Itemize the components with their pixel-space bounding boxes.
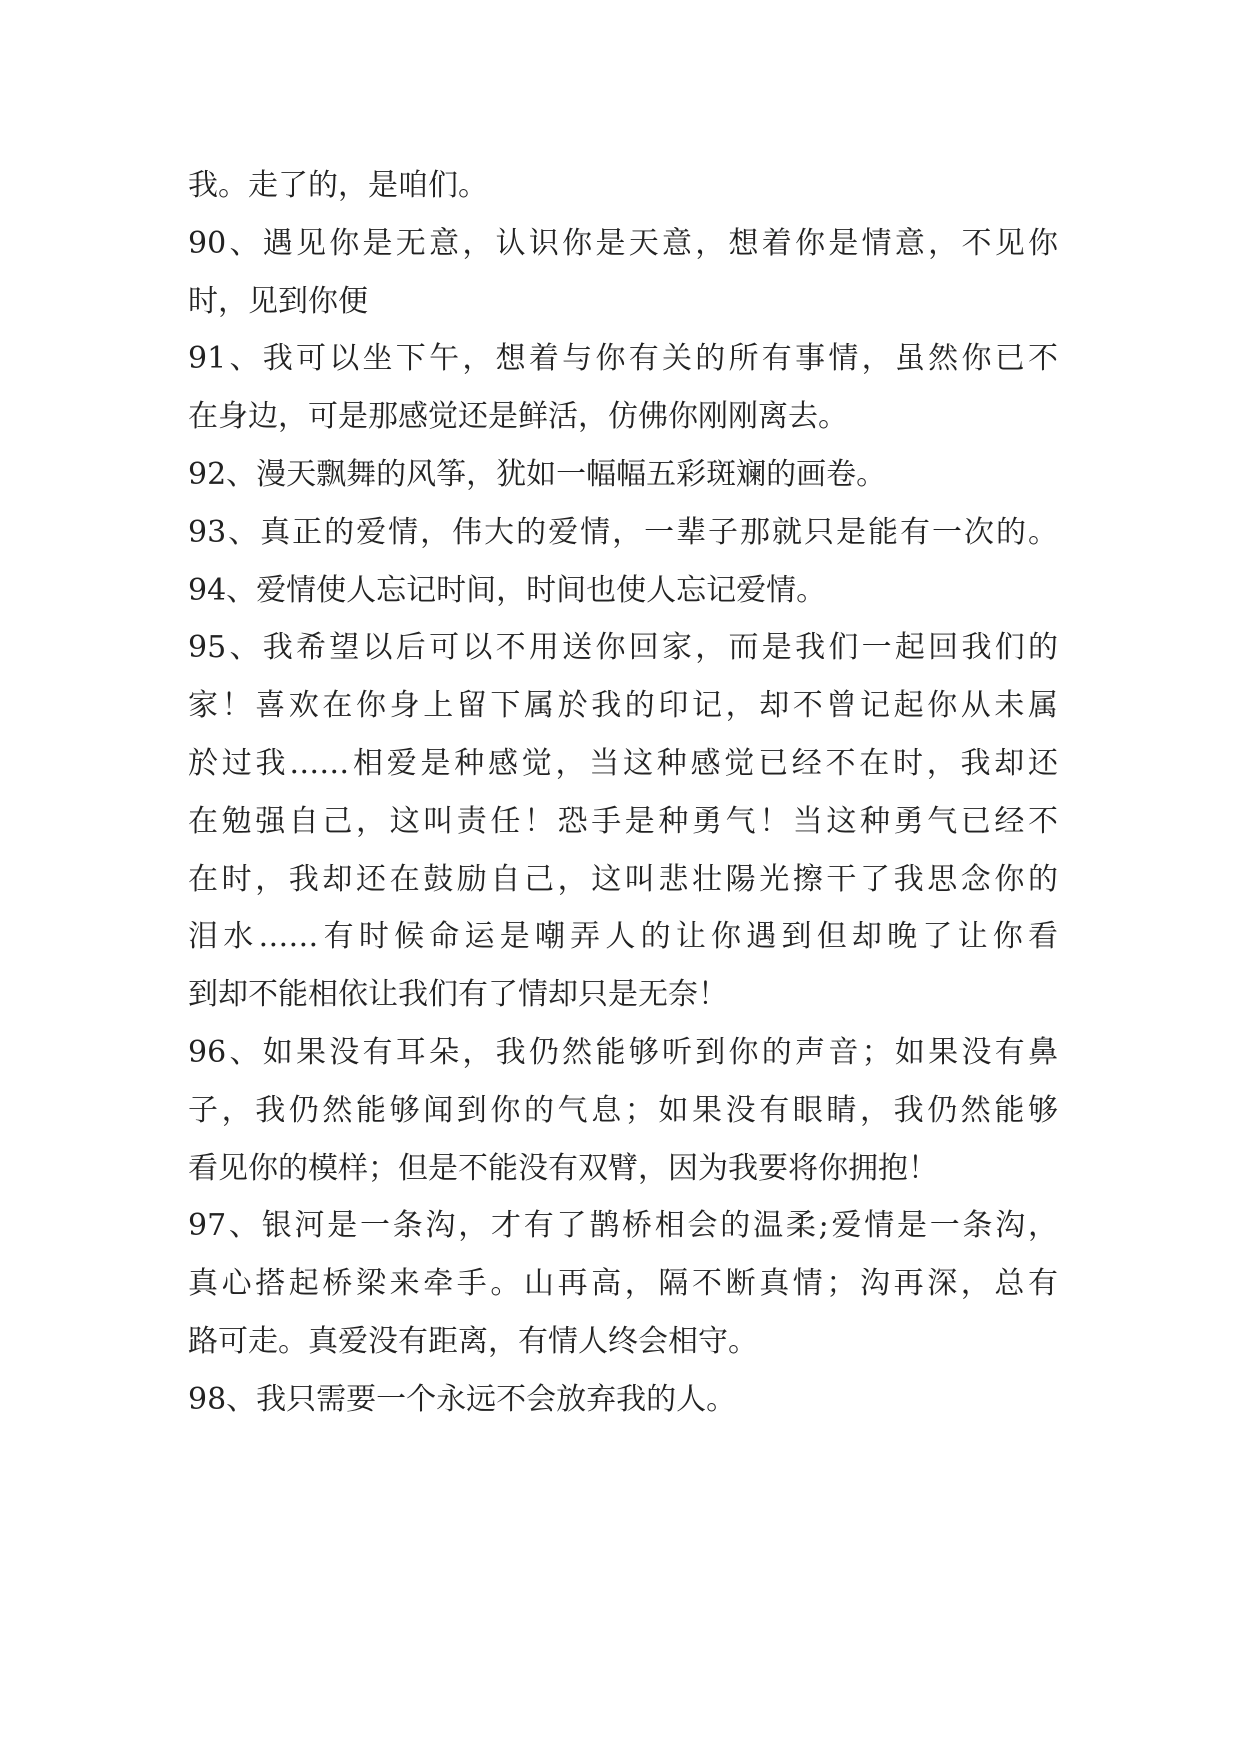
document-body (188, 157, 1058, 1429)
text-line: 时，见到你便 (188, 283, 368, 319)
text-line: 95、我希望以后可以不用送你回家，而是我们一起回我们的 (188, 630, 1058, 666)
text-line: 97、银河是一条沟，才有了鹊桥相会的温柔;爱情是一条沟， (188, 1208, 1058, 1244)
text-line: 路可走。真爱没有距离，有情人终会相守。 (188, 1323, 758, 1359)
text-line: 93、真正的爱情，伟大的爱情，一辈子那就只是能有一次的。 (188, 514, 1058, 550)
text-line: 92、漫天飘舞的风筝，犹如一幅幅五彩斑斓的画卷。 (188, 456, 887, 492)
text-line: 91、我可以坐下午，想着与你有关的所有事情，虽然你已不 (188, 341, 1058, 377)
text-line: 到却不能相依让我们有了情却只是无奈！ (188, 977, 728, 1013)
text-line: 家！喜欢在你身上留下属於我的印记，却不曾记起你从未属 (188, 688, 1058, 724)
text-line: 98、我只需要一个永远不会放弃我的人。 (188, 1381, 737, 1417)
text-line: 泪水……有时候命运是嘲弄人的让你遇到但却晚了让你看 (188, 919, 1058, 955)
text-line: 看见你的模样；但是不能没有双臂，因为我要将你拥抱！ (188, 1150, 938, 1186)
text-line: 96、如果没有耳朵，我仍然能够听到你的声音；如果没有鼻 (188, 1034, 1058, 1070)
text-line: 真心搭起桥梁来牵手。山再高，隔不断真情；沟再深，总有 (188, 1266, 1058, 1302)
text-line: 在时，我却还在鼓励自己，这叫悲壮陽光擦干了我思念你的 (188, 861, 1058, 897)
text-line: 於过我……相爱是种感觉，当这种感觉已经不在时，我却还 (188, 745, 1058, 781)
text-line: 在勉强自己，这叫责任！恐手是种勇气！当这种勇气已经不 (188, 803, 1058, 839)
text-line: 在身边，可是那感觉还是鲜活，仿佛你刚刚离去。 (188, 399, 848, 435)
text-line: 90、遇见你是无意，认识你是天意，想着你是情意，不见你 (188, 225, 1058, 261)
text-line: 子，我仍然能够闻到你的气息；如果没有眼睛，我仍然能够 (188, 1092, 1058, 1128)
text-line: 94、爱情使人忘记时间，时间也使人忘记爱情。 (188, 572, 827, 608)
text-line: 我。走了的，是咱们。 (188, 168, 488, 203)
